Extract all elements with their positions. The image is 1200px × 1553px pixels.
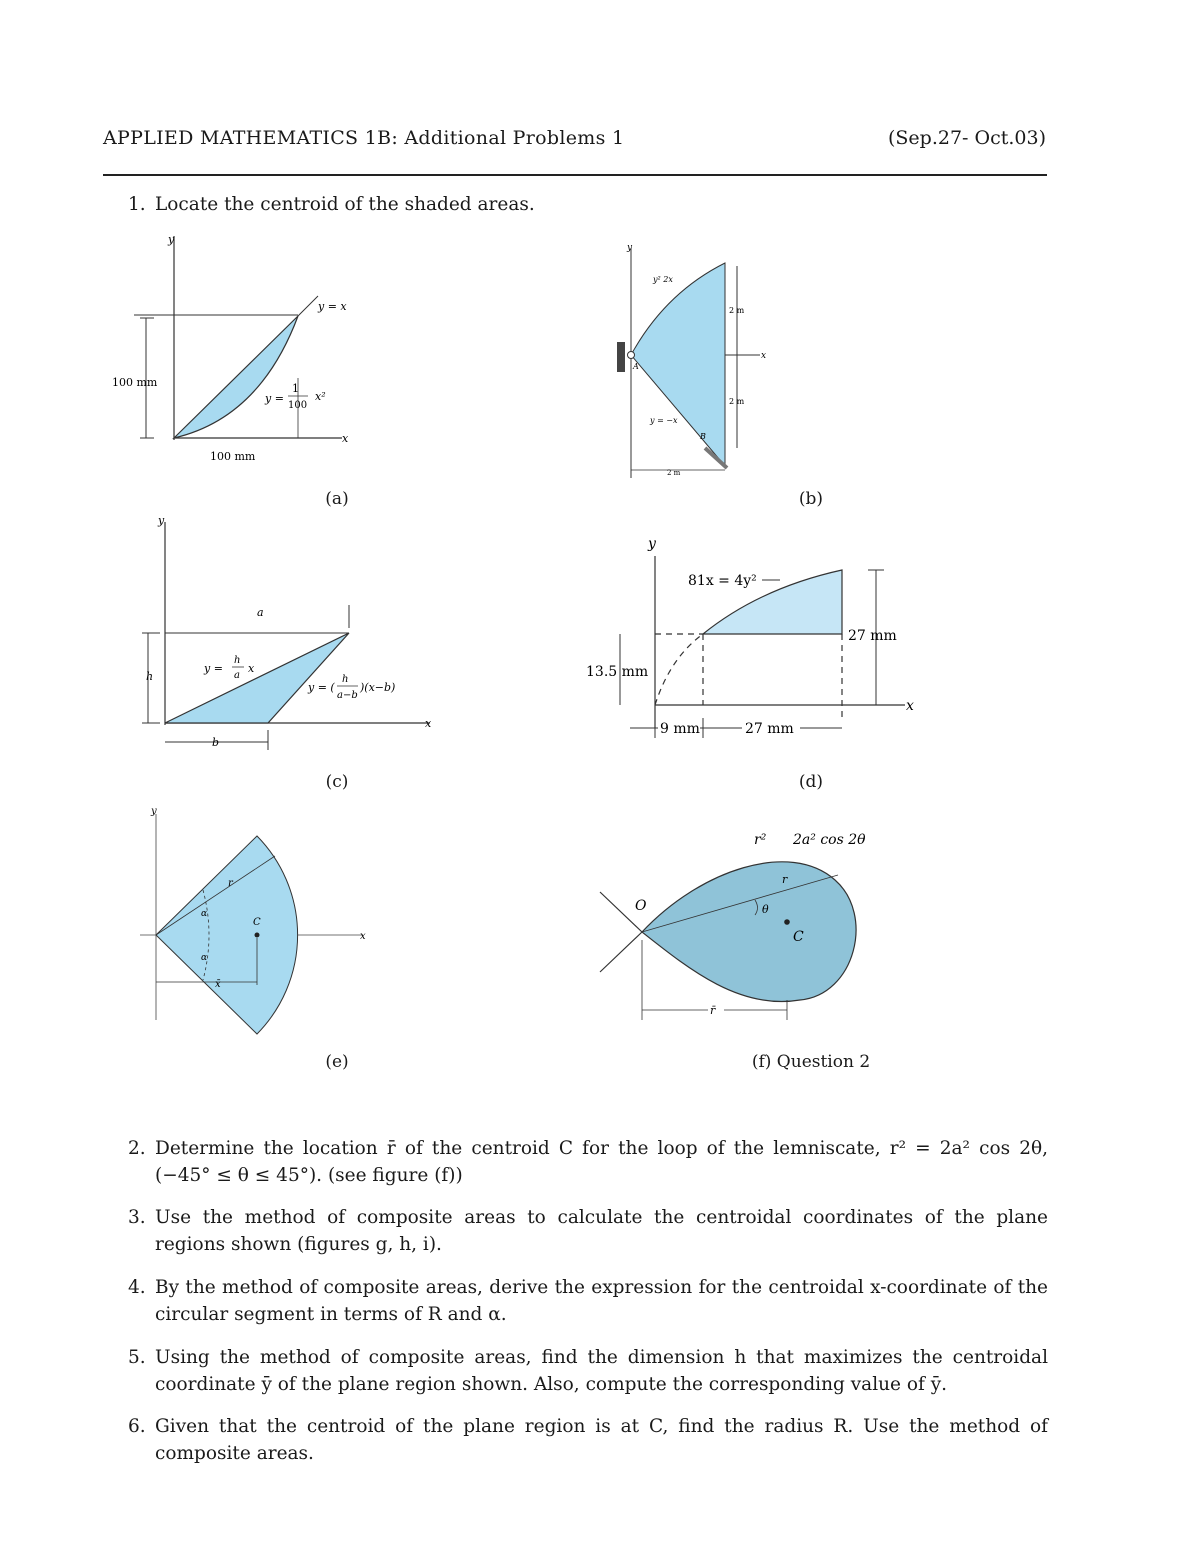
line2-den: a−b (337, 690, 358, 701)
dim-top: 2 m (729, 306, 745, 315)
problem-text: By the method of composite areas, derive the expression for the centroidal x-coordinate of the circular segment in terms of R and α. (155, 1277, 1048, 1325)
x-axis-label: x (342, 432, 349, 445)
figure-c (140, 510, 450, 760)
shaded-area (631, 263, 725, 466)
x-axis-label: x (906, 698, 914, 714)
theta-label: θ (762, 903, 769, 916)
line1-suffix: x (248, 662, 255, 675)
problem-text: Determine the location r̄ of the centroid C for the loop of the lemniscate, r² = 2a² cos 2θ, (−45° ≤ θ ≤ 45°). (see figure (f)) (155, 1138, 1048, 1186)
x-axis-label: x (360, 931, 366, 942)
line2-prefix: y = ( (308, 681, 335, 694)
problem-number: 6. (128, 1416, 146, 1437)
line2-num: h (342, 674, 349, 685)
y-axis-label: y (648, 536, 656, 552)
y-axis-label: y (158, 514, 165, 527)
rbar-label: r̄ (710, 1004, 716, 1017)
centroid-dot (255, 933, 260, 938)
problem-1 (128, 191, 1048, 218)
width-dimension: 100 mm (210, 450, 256, 463)
x-axis-label: x (761, 351, 767, 361)
problem-2 (128, 1135, 1048, 1189)
page-title: APPLIED MATHEMATICS 1B: Additional Problems 1 (103, 127, 625, 149)
curve-frac-num: 1 (292, 382, 299, 395)
problem-text: Use the method of composite areas to calculate the centroidal coordinates of the plane regions shown (figures g, h, i). (155, 1207, 1048, 1255)
dim-h: h (146, 670, 154, 683)
centroid-label: C (253, 917, 261, 928)
alpha-upper: α (201, 909, 208, 919)
problem-5 (128, 1344, 1048, 1398)
problem-6 (128, 1413, 1048, 1467)
problem-text: Locate the centroid of the shaded areas. (155, 194, 535, 215)
pin-label: A (633, 362, 639, 371)
dim-bottom: 2 m (729, 397, 745, 406)
y-axis-label: y (627, 243, 633, 253)
eq-rhs: 2a² cos 2θ (793, 832, 866, 848)
dim-b: b (212, 736, 220, 749)
caption-a: (a) (325, 489, 349, 509)
shaded-area (165, 633, 349, 723)
problem-number: 3. (128, 1207, 146, 1228)
figure-e (135, 800, 395, 1040)
problem-4 (128, 1274, 1048, 1328)
problem-number: 1. (128, 194, 146, 215)
radius-label: r (228, 878, 233, 889)
problem-text: Given that the centroid of the plane region is at C, find the radius R. Use the method of composite areas. (155, 1416, 1048, 1464)
dim-width: 2 m (667, 469, 681, 477)
header-rule (103, 174, 1047, 176)
curve-frac-den: 100 (288, 400, 308, 411)
date-range: (Sep.27- Oct.03) (888, 127, 1046, 149)
caption-d: (d) (798, 772, 824, 792)
wall-support (617, 342, 625, 372)
dim-height: 27 mm (848, 628, 897, 644)
line1-num: h (234, 655, 241, 666)
line1-prefix: y = (204, 662, 223, 675)
figure-a (110, 228, 370, 473)
problem-number: 4. (128, 1277, 146, 1298)
figure-f (590, 820, 890, 1030)
alpha-lower: α (201, 953, 208, 963)
curve-label: y = (265, 392, 284, 405)
centroid-label: C (793, 929, 804, 945)
xbar-label: x̄ (215, 979, 221, 990)
line-label: y = −x (650, 416, 678, 425)
curve-power: x² (315, 390, 326, 403)
line-label: y = x (318, 300, 347, 313)
caption-c: (c) (325, 772, 349, 792)
figure-b (605, 238, 785, 483)
curve-label: y² 2x (653, 275, 673, 284)
x-axis-label: x (425, 717, 432, 730)
caption-b: (b) (798, 489, 824, 509)
line1-den: a (234, 670, 240, 681)
problem-number: 2. (128, 1138, 146, 1159)
dim-width: 27 mm (745, 721, 794, 737)
caption-f: (f) Question 2 (751, 1052, 871, 1072)
problem-text: Using the method of composite areas, find the dimension h that maximizes the centroidal coordinate ȳ of the plane region shown. Also, compute the corresponding value of ȳ. (155, 1347, 1048, 1395)
support-label: B (700, 432, 706, 441)
dim-left: 9 mm (660, 721, 700, 737)
shaded-area (174, 316, 298, 438)
problem-number: 5. (128, 1347, 146, 1368)
curve-label: 81x = 4y² (688, 573, 757, 589)
problem-3 (128, 1204, 1048, 1258)
caption-e: (e) (325, 1052, 349, 1072)
lemniscate-loop (642, 862, 856, 1002)
line2-suffix: )(x−b) (360, 681, 396, 694)
origin-label: O (635, 898, 647, 914)
dim-lower: 13.5 mm (586, 664, 649, 680)
radius-label: r (782, 873, 788, 886)
dim-a: a (257, 606, 264, 619)
centroid-dot (784, 919, 790, 925)
height-dimension: 100 mm (112, 376, 158, 389)
pin-joint (628, 352, 635, 359)
y-axis-label: y (151, 806, 157, 817)
eq-r: r² (754, 832, 767, 848)
shaded-sector (156, 836, 298, 1034)
figure-d (580, 528, 920, 748)
y-axis-label: y (168, 233, 175, 246)
